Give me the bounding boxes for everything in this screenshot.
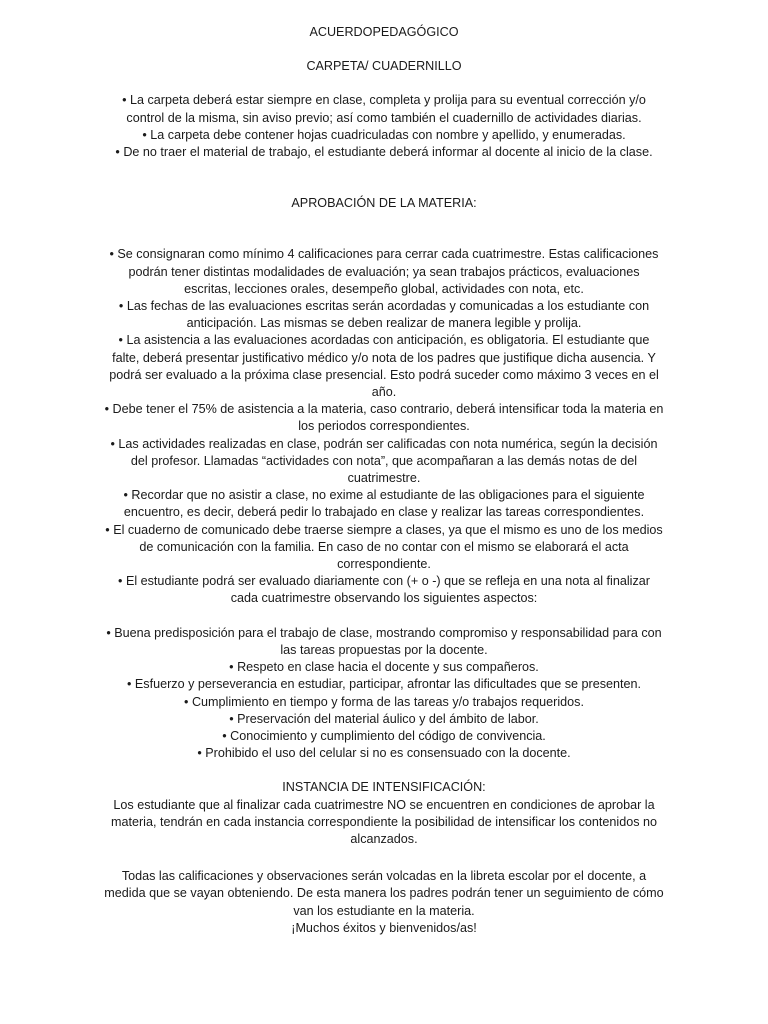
aprobacion-heading: APROBACIÓN DE LA MATERIA: [291,196,477,211]
aprobacion-item: • El estudiante podrá ser evaluado diariamente con (+ o -) que se refleja en una nota al finalizar cada cuatrimestre observando los siguientes aspectos: [118,574,650,606]
closing-farewell: ¡Muchos éxitos y bienvenidos/as! [291,920,477,935]
closing-text: Todas las calificaciones y observaciones serán volcadas en la libreta escolar por el docente, a medida que se vayan obteniendo. De esta manera los padres podrán tener un seguimiento de cómo van los estudiante en la materia. [104,869,664,918]
spacer [104,161,664,195]
aspect-item: • Preservación del material áulico y del ámbito de labor. [229,711,539,726]
spacer [104,762,664,779]
carpeta-item: • La carpeta deberá estar siempre en clase, completa y prolija para su eventual corrección y/o control de la misma, sin aviso previo; así como también el cuadernillo de actividades diarias. [122,93,646,125]
aspect-item: • Conocimiento y cumplimiento del código de convivencia. [222,728,546,743]
intensificacion-heading: INSTANCIA DE INTENSIFICACIÓN: [282,780,486,795]
intensificacion-text: Los estudiante que al finalizar cada cuatrimestre NO se encuentren en condiciones de aprobar la materia, tendrán en cada instancia correspondiente la posibilidad de intensificar los contenidos no alcanzados. [110,797,658,846]
aspect-item: • Cumplimiento en tiempo y forma de las tareas y/o trabajos requeridos. [184,694,584,709]
aprobacion-item: • Recordar que no asistir a clase, no exime al estudiante de las obligaciones para el siguiente encuentro, es decir, deberá pedir lo trabajado en clase y realizar las tareas correspondientes. [123,488,645,520]
aprobacion-item: • Debe tener el 75% de asistencia a la materia, caso contrario, deberá intensificar toda la materia en los periodos correspondientes. [104,402,664,434]
spacer [104,848,664,868]
aprobacion-item: • Se consignaran como mínimo 4 calificaciones para cerrar cada cuatrimestre. Estas calificaciones podrán tener distintas modalidades de evaluación; ya sean trabajos prácticos, evaluaciones escritas, lecciones orales, desempeño global, actividades con nota, etc. [109,247,659,296]
aspect-item: • Buena predisposición para el trabajo de clase, mostrando compromiso y responsabilidad para con las tareas propuestas por la docente. [106,625,662,657]
aprobacion-item: • El cuaderno de comunicado debe traerse siempre a clases, ya que el mismo es uno de los medios de comunicación con la familia. En caso de no contar con el mismo se elaborará el acta correspondiente. [105,522,663,572]
spacer [104,608,664,625]
carpeta-item: • La carpeta debe contener hojas cuadriculadas con nombre y apellido, y enumeradas. [142,127,626,142]
document-title: ACUERDOPEDAGÓGICO [309,25,459,39]
aspect-item: • Respeto en clase hacia el docente y sus compañeros. [229,660,539,675]
aprobacion-item: • Las actividades realizadas en clase, podrán ser calificadas con nota numérica, según la decisión del profesor. Llamadas “actividades con nota”, que acompañaran a las demás notas de del cuatrimestre. [110,436,658,486]
spacer [104,41,664,58]
carpeta-item: • De no traer el material de trabajo, el estudiante deberá informar al docente al inicio de la clase. [115,145,653,160]
aspect-item: • Prohibido el uso del celular si no es consensuado con la docente. [197,746,571,761]
aspect-item: • Esfuerzo y perseverancia en estudiar, participar, afrontar las dificultades que se presenten. [126,677,642,692]
aprobacion-item: • Las fechas de las evaluaciones escritas serán acordadas y comunicadas a los estudiante con anticipación. Las mismas se deben realizar de manera legible y prolija. [118,299,650,331]
spacer [104,212,664,246]
spacer [104,75,664,92]
carpeta-heading: CARPETA/ CUADERNILLO [306,59,462,74]
aprobacion-item: • La asistencia a las evaluaciones acordadas con anticipación, es obligatoria. El estudiante que falte, deberá presentar justificativo médico y/o nota de los padres que justifique dicha ausencia. Y podrá ser evaluado a la próxima clase presencial. Esto podrá suceder como máximo 3 veces en el año. [109,333,659,400]
